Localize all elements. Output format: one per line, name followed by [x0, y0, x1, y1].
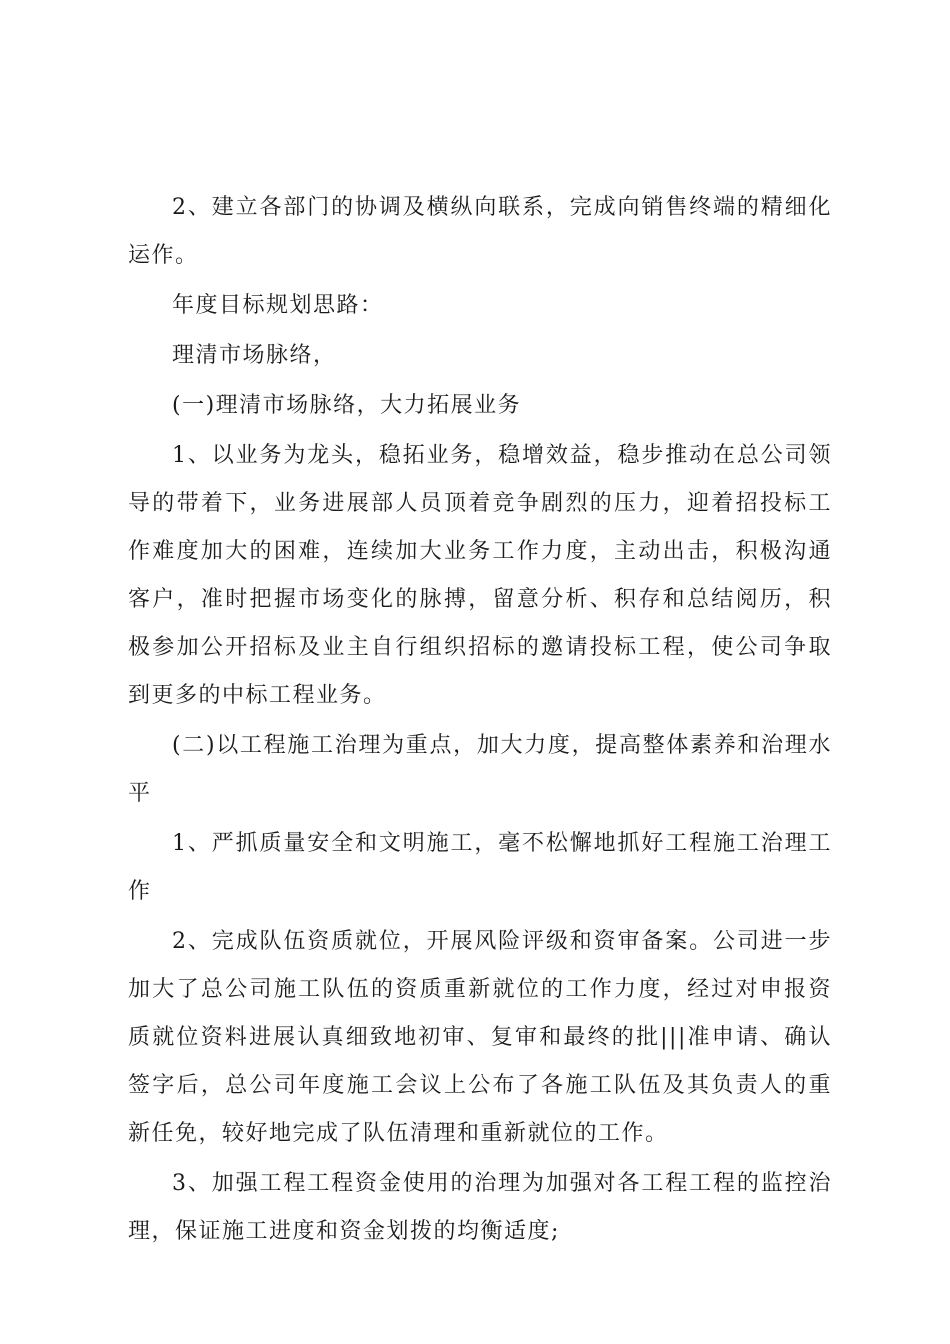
document-body: [128, 184, 832, 1258]
section-heading-two: (二)以工程施工治理为重点，加大力度，提高整体素养和治理水平: [128, 733, 832, 806]
paragraph-sales-terminal: 2、建立各部门的协调及横纵向联系，完成向销售终端的精细化运作。: [128, 195, 832, 268]
section-heading-one: (一)理清市场脉络，大力拓展业务: [172, 393, 522, 418]
paragraph-annual-goal-heading: 年度目标规划思路：: [172, 293, 384, 318]
paragraph-team-qualification: 2、完成队伍资质就位，开展风险评级和资审备案。公司进一步加大了总公司施工队伍的资质重新就位的工作力度，经过对申报资质就位资料进展认真细致地初审、复审和最终的批|||准申请、确认签字后，总公司年度施工会议上公布了各施工队伍及其负责人的重新任免，较好地完成了队伍清理和重新就位的工作。: [128, 929, 832, 1146]
paragraph-quality-safety: 1、严抓质量安全和文明施工，毫不松懈地抓好工程施工治理工作: [128, 831, 832, 904]
paragraph-business-lead: 1、以业务为龙头，稳拓业务，稳增效益，稳步推动在总公司领导的带着下，业务进展部人员顶着竞争剧烈的压力，迎着招投标工作难度加大的困难，连续加大业务工作力度，主动出击，积极沟通客户，准时把握市场变化的脉搏，留意分析、积存和总结阅历，积极参加公开招标及业主自行组织招标的邀请投标工程，使公司争取到更多的中标工程业务。: [128, 443, 832, 708]
paragraph-market-context: 理清市场脉络，: [172, 343, 337, 368]
paragraph-fund-management: 3、加强工程工程资金使用的治理为加强对各工程工程的监控治理，保证施工进度和资金划拨的均衡适度;: [128, 1171, 832, 1244]
